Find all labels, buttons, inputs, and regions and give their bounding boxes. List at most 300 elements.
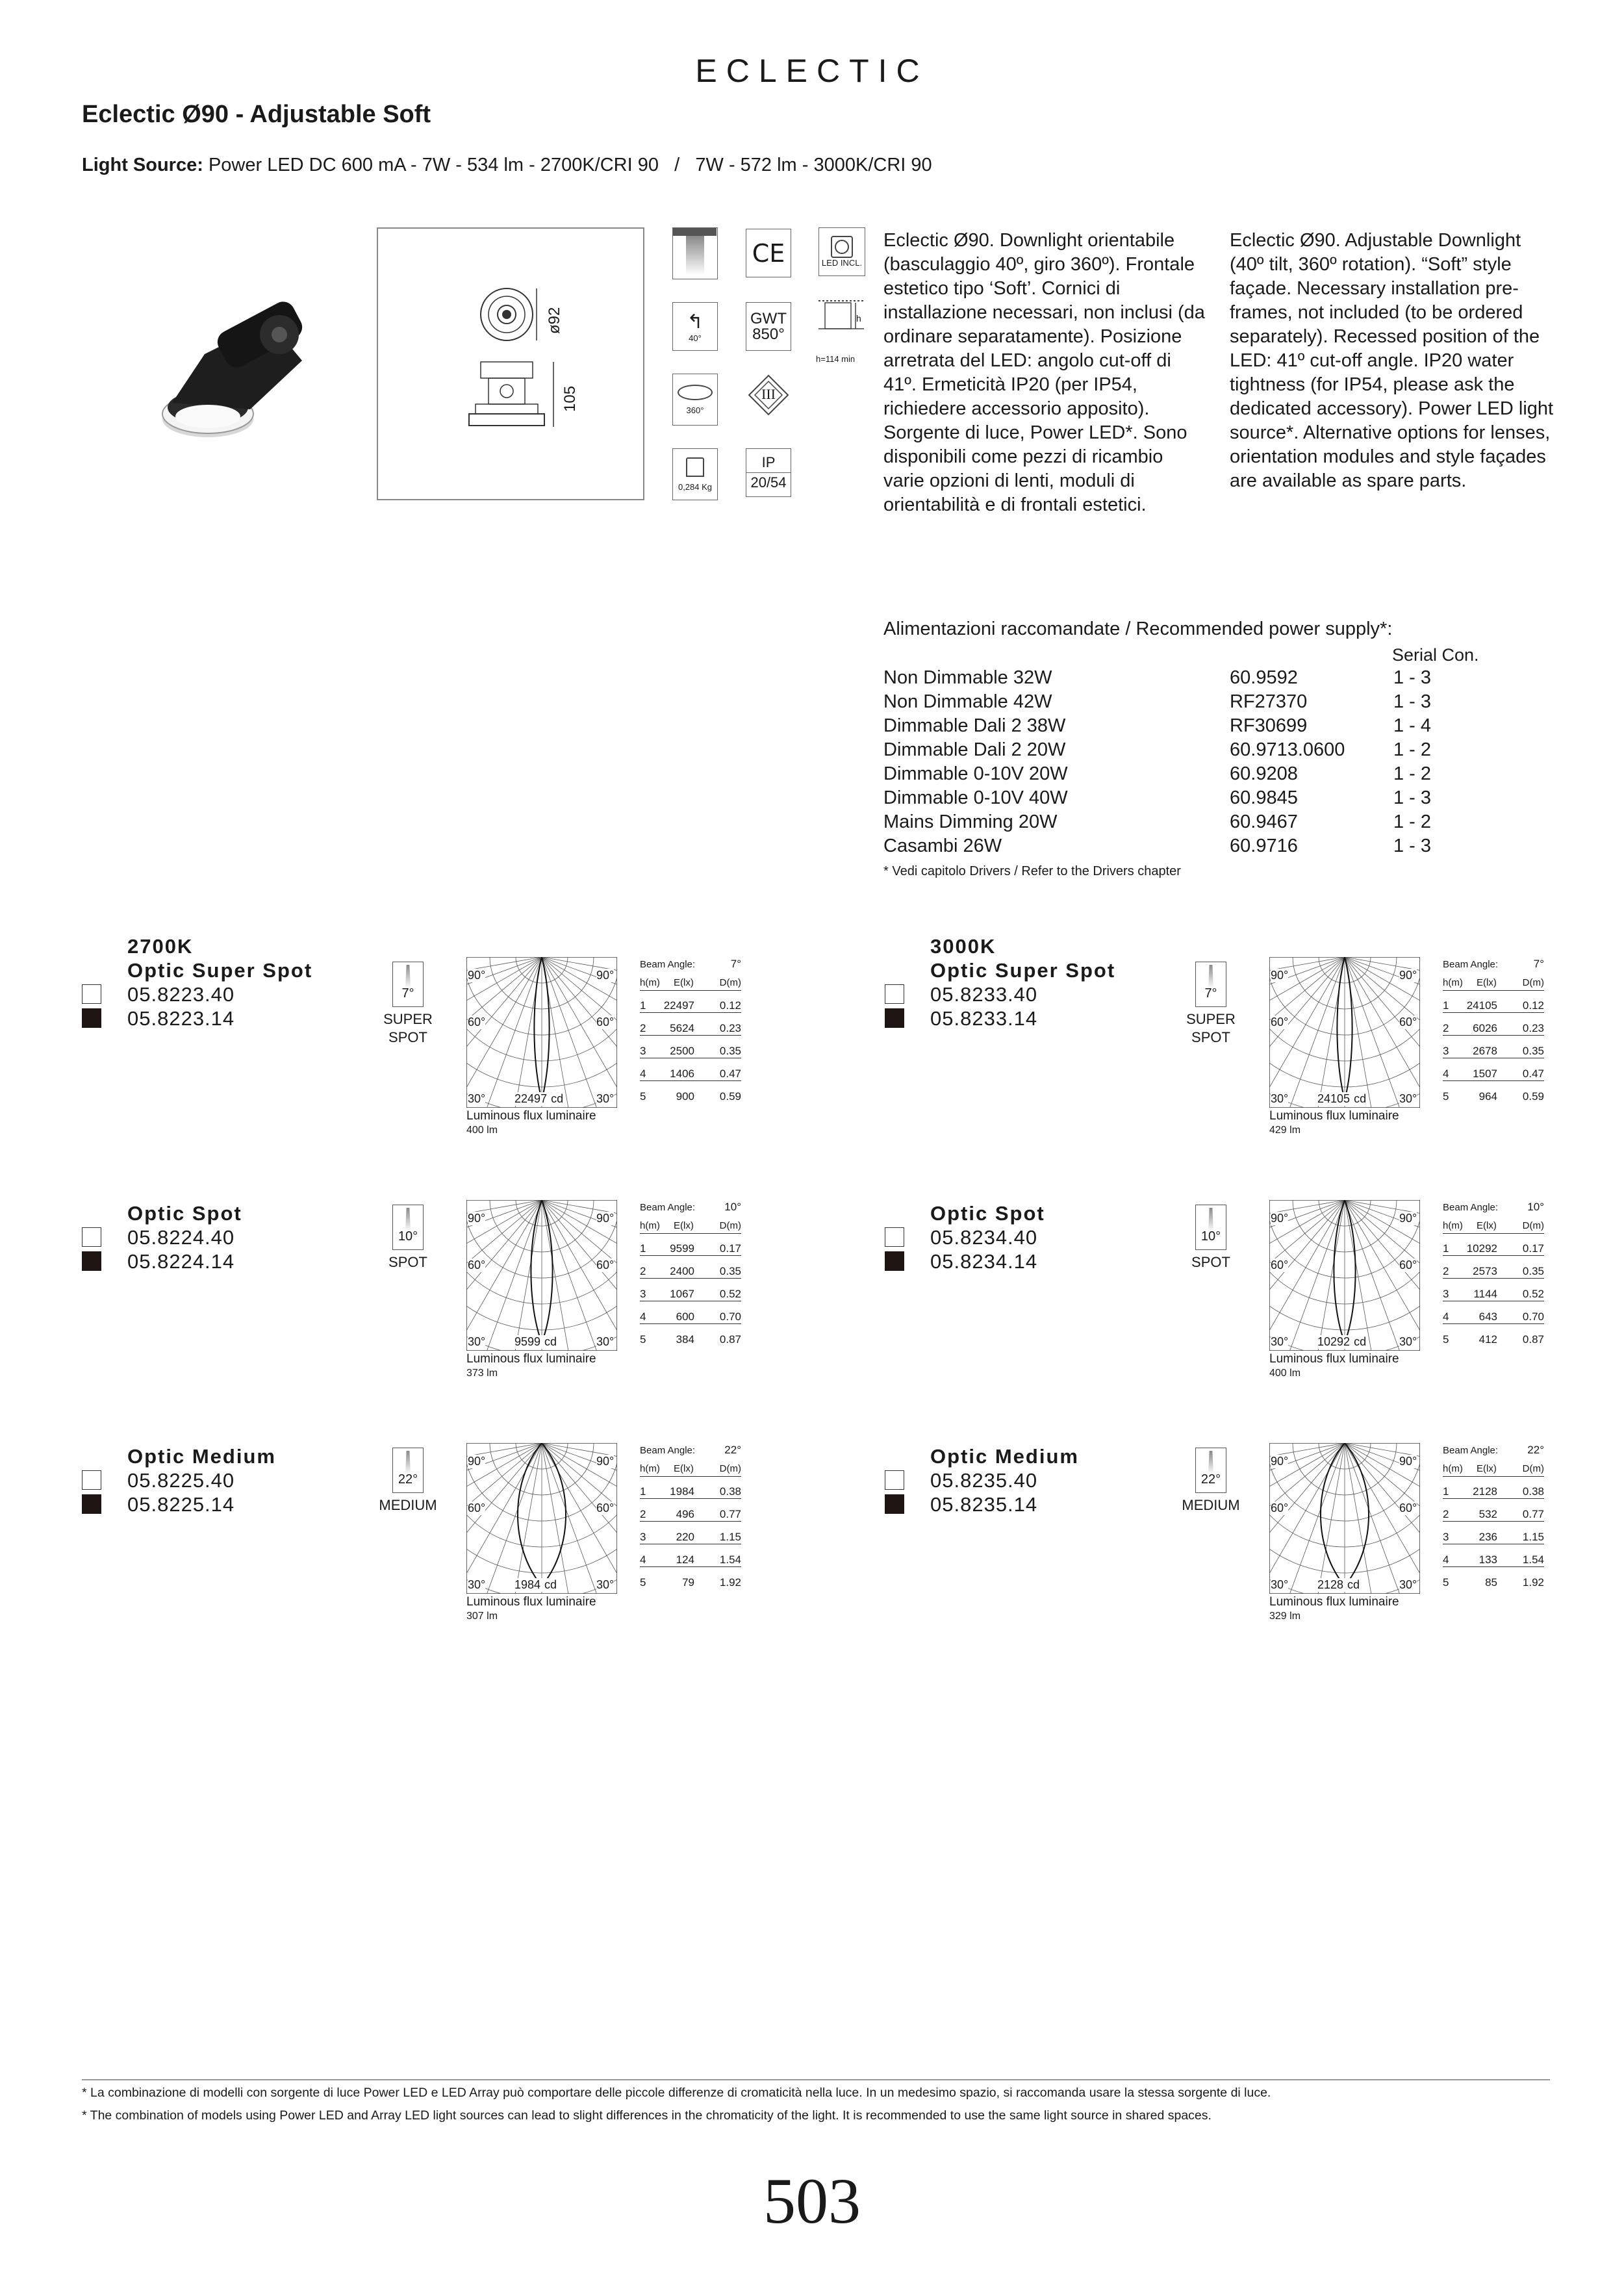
cell-h: 3 — [640, 1288, 646, 1300]
swatch-white — [885, 1227, 904, 1247]
technical-drawing — [377, 227, 644, 500]
peak-intensity-unit: cd — [1347, 1578, 1360, 1591]
cell-e: 643 — [1478, 1310, 1497, 1323]
table-row — [640, 1067, 741, 1081]
cell-e: 900 — [676, 1090, 694, 1103]
cell-d: 0.17 — [1522, 1242, 1544, 1255]
luminous-flux-value: 400 lm — [466, 1125, 498, 1136]
dimension-height: 105 — [561, 385, 579, 412]
optic-name: Optic Medium — [127, 1445, 276, 1468]
table-row — [640, 1242, 741, 1256]
luminous-flux — [1269, 1109, 1399, 1138]
table-row — [1443, 1485, 1544, 1499]
peak-intensity — [514, 1092, 563, 1106]
cell-d: 0.87 — [719, 1333, 741, 1346]
cell-e: 220 — [676, 1531, 694, 1543]
supply-serial: 1 - 3 — [1393, 836, 1432, 856]
swatch-white — [82, 1227, 101, 1247]
beam-type-label: SUPER — [1186, 1011, 1236, 1027]
cell-h: 1 — [640, 1242, 646, 1255]
cell-h: 3 — [1443, 1288, 1449, 1300]
peak-intensity-value: 10292 — [1317, 1335, 1351, 1348]
col-e: E(lx) — [674, 1463, 694, 1474]
beam-angle-table-value: 22° — [724, 1444, 741, 1456]
cell-h: 5 — [640, 1090, 646, 1103]
table-row — [1443, 1333, 1544, 1346]
photometric-table — [640, 1445, 741, 1594]
cell-d: 0.59 — [1522, 1090, 1544, 1103]
cell-d: 1.92 — [719, 1576, 741, 1589]
cell-h: 5 — [1443, 1090, 1449, 1103]
peak-intensity-value: 24105 — [1317, 1092, 1351, 1105]
cell-d: 0.87 — [1522, 1333, 1544, 1346]
cell-d: 0.70 — [1522, 1310, 1544, 1323]
cell-d: 0.23 — [1522, 1022, 1544, 1034]
table-header — [640, 1220, 741, 1234]
optic-name: Optic Super Spot — [930, 959, 1116, 982]
beam-angle-label: Beam Angle: — [640, 959, 696, 970]
table-row — [1443, 1045, 1544, 1058]
supply-serial: 1 - 3 — [1393, 691, 1432, 712]
power-supply-note: * Vedi capitolo Drivers / Refer to the Drivers chapter — [883, 864, 1181, 878]
peak-intensity-value: 1984 — [514, 1578, 541, 1591]
cell-h: 2 — [640, 1265, 646, 1277]
photometric-table — [1443, 1202, 1544, 1351]
cell-e: 2400 — [670, 1265, 694, 1277]
cell-e: 1984 — [670, 1485, 694, 1498]
col-d: D(m) — [719, 1220, 741, 1231]
photometric-table — [640, 959, 741, 1108]
supply-serial: 1 - 3 — [1393, 787, 1432, 808]
rotation-icon: 360° — [672, 374, 718, 426]
cell-h: 5 — [640, 1576, 646, 1589]
cell-e: 124 — [676, 1553, 694, 1566]
cell-d: 0.17 — [719, 1242, 741, 1255]
product-code: 05.8235.14 — [930, 1493, 1038, 1516]
supply-code: 60.9467 — [1230, 811, 1298, 832]
table-row — [1443, 1067, 1544, 1081]
beam-angle-table-value: 10° — [1527, 1201, 1544, 1213]
peak-intensity-value: 2128 — [1317, 1578, 1344, 1591]
cell-e: 24105 — [1466, 999, 1497, 1012]
supply-name: Non Dimmable 32W — [883, 667, 1052, 688]
table-header — [640, 1463, 741, 1477]
product-code: 05.8223.40 — [127, 983, 235, 1006]
col-e: E(lx) — [1477, 1220, 1497, 1231]
beam-type-label: SPOT — [1191, 1029, 1230, 1045]
product-code: 05.8224.14 — [127, 1250, 235, 1273]
polar-label-30-right: 30° — [596, 1335, 615, 1348]
luminous-flux-value: 329 lm — [1269, 1611, 1301, 1622]
cell-e: 1144 — [1473, 1288, 1497, 1300]
table-row — [1443, 1531, 1544, 1544]
polar-label-30-right: 30° — [596, 1578, 615, 1591]
table-row — [1443, 1553, 1544, 1567]
polar-label-60-right: 60° — [1399, 1501, 1417, 1514]
luminous-flux-label: Luminous flux luminaire — [466, 1109, 596, 1123]
polar-label-90-left: 90° — [468, 969, 486, 982]
polar-label-60-right: 60° — [1399, 1258, 1417, 1271]
polar-label-90-right: 90° — [1399, 1212, 1417, 1225]
cell-d: 0.12 — [719, 999, 741, 1012]
table-row — [640, 1310, 741, 1324]
table-row — [640, 1090, 741, 1103]
polar-label-90-right: 90° — [1399, 969, 1417, 982]
table-row — [640, 999, 741, 1013]
color-temperature: 2700K — [127, 935, 194, 958]
light-source — [82, 155, 932, 176]
col-e: E(lx) — [1477, 1463, 1497, 1474]
beam-angle-label: Beam Angle: — [640, 1202, 696, 1213]
product-code: 05.8233.14 — [930, 1007, 1038, 1030]
cell-d: 0.52 — [1522, 1288, 1544, 1300]
table-row — [1443, 999, 1544, 1013]
supply-serial: 1 - 2 — [1393, 763, 1432, 784]
product-code: 05.8223.14 — [127, 1007, 235, 1030]
polar-label-90-right: 90° — [596, 1212, 615, 1225]
cell-h: 4 — [640, 1310, 646, 1323]
product-photo — [146, 257, 335, 445]
cell-d: 0.35 — [719, 1045, 741, 1057]
supply-name: Casambi 26W — [883, 836, 1002, 856]
polar-label-30-left: 30° — [468, 1335, 486, 1348]
supply-name: Dimmable Dali 2 38W — [883, 715, 1066, 736]
swatch-white — [885, 984, 904, 1004]
supply-code: 60.9713.0600 — [1230, 739, 1345, 760]
swatch-white — [885, 1470, 904, 1490]
peak-intensity — [1317, 1578, 1360, 1592]
table-header — [1443, 1220, 1544, 1234]
product-code: 05.8234.40 — [930, 1226, 1038, 1249]
table-row — [640, 1288, 741, 1301]
optic-name: Optic Spot — [127, 1202, 242, 1225]
beam-type-label: SUPER — [383, 1011, 433, 1027]
cell-e: 384 — [676, 1333, 694, 1346]
product-title: Eclectic Ø90 - Adjustable Soft — [82, 101, 431, 128]
product-code: 05.8225.40 — [127, 1469, 235, 1492]
col-d: D(m) — [1522, 1463, 1544, 1474]
polar-label-90-left: 90° — [1271, 1212, 1289, 1225]
polar-label-30-left: 30° — [1271, 1335, 1289, 1348]
supply-code: 60.9592 — [1230, 667, 1298, 688]
supply-code: 60.9208 — [1230, 763, 1298, 784]
peak-intensity-unit: cd — [1354, 1335, 1367, 1348]
supply-name: Dimmable Dali 2 20W — [883, 739, 1066, 760]
supply-name: Dimmable 0-10V 40W — [883, 787, 1068, 808]
polar-label-30-left: 30° — [468, 1092, 486, 1105]
supply-code: 60.9716 — [1230, 836, 1298, 856]
peak-intensity-unit: cd — [551, 1092, 564, 1105]
peak-intensity — [514, 1578, 557, 1592]
polar-label-60-right: 60° — [596, 1501, 615, 1514]
col-d: D(m) — [719, 1463, 741, 1474]
polar-label-90-left: 90° — [468, 1455, 486, 1468]
polar-label-90-left: 90° — [468, 1212, 486, 1225]
footnote-it: * La combinazione di modelli con sorgente di luce Power LED e LED Array può comportare delle piccole differenze di cromaticità nella luce. In un medesimo spazio, si raccomanda usare la stessa sorgente di luce. — [82, 2086, 1271, 2100]
page-number: 503 — [763, 2165, 861, 2237]
cell-h: 2 — [1443, 1265, 1449, 1277]
beam-angle-value: 7° — [1204, 986, 1217, 1001]
cell-e: 10292 — [1466, 1242, 1497, 1255]
peak-intensity-value: 22497 — [514, 1092, 548, 1105]
cell-h: 5 — [1443, 1333, 1449, 1346]
col-d: D(m) — [1522, 977, 1544, 988]
cell-e: 1067 — [670, 1288, 694, 1300]
supply-serial: 1 - 3 — [1393, 667, 1432, 688]
polar-label-90-right: 90° — [596, 1455, 615, 1468]
cell-d: 0.47 — [1522, 1067, 1544, 1080]
polar-label-60-right: 60° — [1399, 1016, 1417, 1028]
polar-label-60-left: 60° — [1271, 1016, 1289, 1028]
cell-e: 532 — [1478, 1508, 1497, 1520]
polar-diagram — [1269, 1443, 1420, 1594]
cell-d: 1.15 — [1522, 1531, 1544, 1543]
polar-diagram — [1269, 1200, 1420, 1351]
cell-d: 0.35 — [1522, 1045, 1544, 1057]
cell-d: 0.35 — [1522, 1265, 1544, 1277]
polar-label-30-right: 30° — [1399, 1578, 1417, 1591]
polar-label-60-right: 60° — [596, 1258, 615, 1271]
col-e: E(lx) — [1477, 977, 1497, 988]
product-code: 05.8225.14 — [127, 1493, 235, 1516]
cell-d: 1.15 — [719, 1531, 741, 1543]
cell-h: 3 — [1443, 1045, 1449, 1057]
table-row — [1443, 1508, 1544, 1522]
table-header — [1443, 977, 1544, 991]
peak-intensity-value: 9599 — [514, 1335, 541, 1348]
cell-e: 2500 — [670, 1045, 694, 1057]
product-code: 05.8235.40 — [930, 1469, 1038, 1492]
polar-label-90-left: 90° — [1271, 1455, 1289, 1468]
cell-d: 0.59 — [719, 1090, 741, 1103]
luminous-flux-value: 429 lm — [1269, 1125, 1301, 1136]
table-row — [640, 1022, 741, 1036]
polar-diagram — [466, 957, 617, 1108]
swatch-white — [82, 984, 101, 1004]
supply-serial: 1 - 2 — [1393, 811, 1432, 832]
supply-name: Mains Dimming 20W — [883, 811, 1058, 832]
swatch-black — [82, 1251, 101, 1271]
cell-d: 0.77 — [719, 1508, 741, 1520]
polar-label-30-left: 30° — [1271, 1578, 1289, 1591]
table-row — [640, 1553, 741, 1567]
luminous-flux-label: Luminous flux luminaire — [466, 1595, 596, 1609]
recess-height-icon — [815, 298, 867, 363]
beam-angle-table-value: 22° — [1527, 1444, 1544, 1456]
cell-d: 1.54 — [719, 1553, 741, 1566]
optic-name: Optic Medium — [930, 1445, 1079, 1468]
cell-e: 6026 — [1473, 1022, 1497, 1034]
optic-name: Optic Super Spot — [127, 959, 313, 982]
optic-name: Optic Spot — [930, 1202, 1045, 1225]
cell-e: 412 — [1478, 1333, 1497, 1346]
col-d: D(m) — [719, 977, 741, 988]
beam-angle-table-value: 10° — [724, 1201, 741, 1213]
beam-angle-label: Beam Angle: — [1443, 959, 1499, 970]
table-row — [640, 1333, 741, 1346]
cell-e: 133 — [1478, 1553, 1497, 1566]
cell-h: 4 — [1443, 1067, 1449, 1080]
supply-name: Non Dimmable 42W — [883, 691, 1052, 712]
col-h: h(m) — [640, 1220, 660, 1231]
ce-mark-icon: CE — [746, 229, 791, 277]
table-row — [1443, 1288, 1544, 1301]
downlight-icon — [672, 227, 718, 279]
peak-intensity — [1317, 1092, 1366, 1106]
polar-label-60-left: 60° — [1271, 1258, 1289, 1271]
led-included-icon: LED INCL. — [818, 227, 865, 276]
peak-intensity-unit: cd — [544, 1578, 557, 1591]
cell-e: 1507 — [1473, 1067, 1497, 1080]
cell-e: 2128 — [1473, 1485, 1497, 1498]
swatch-black — [885, 1494, 904, 1514]
cell-h: 2 — [1443, 1022, 1449, 1034]
cell-h: 5 — [1443, 1576, 1449, 1589]
beam-type-label: SPOT — [388, 1029, 427, 1045]
cell-d: 0.47 — [719, 1067, 741, 1080]
polar-diagram — [466, 1200, 617, 1351]
table-row — [640, 1531, 741, 1544]
footnote-en: * The combination of models using Power LED and Array LED light sources can lead to slight differences in the chromaticity of the light. It is recommended to use the same light source in shared spaces. — [82, 2108, 1212, 2123]
supply-code: RF30699 — [1230, 715, 1308, 736]
cell-d: 0.70 — [719, 1310, 741, 1323]
col-h: h(m) — [1443, 977, 1463, 988]
cell-h: 4 — [640, 1553, 646, 1566]
polar-label-30-right: 30° — [1399, 1092, 1417, 1105]
beam-angle-value: 22° — [1200, 1472, 1221, 1487]
polar-label-30-right: 30° — [596, 1092, 615, 1105]
cell-h: 1 — [640, 1485, 646, 1498]
supply-code: RF27370 — [1230, 691, 1308, 712]
beam-angle-value: 22° — [398, 1472, 418, 1487]
table-row — [640, 1265, 741, 1279]
cell-e: 496 — [676, 1508, 694, 1520]
cell-d: 0.35 — [719, 1265, 741, 1277]
power-supply-title: Alimentazioni raccomandate / Recommended power supply*: — [883, 619, 1393, 639]
polar-label-30-right: 30° — [1399, 1335, 1417, 1348]
cell-e: 600 — [676, 1310, 694, 1323]
beam-angle-value: 7° — [401, 986, 414, 1001]
cell-h: 5 — [640, 1333, 646, 1346]
luminous-flux — [466, 1109, 596, 1138]
polar-label-30-left: 30° — [1271, 1092, 1289, 1105]
cell-h: 2 — [1443, 1508, 1449, 1520]
tilt-icon: ↰ 40° — [672, 302, 718, 351]
swatch-black — [82, 1494, 101, 1514]
luminous-flux-label: Luminous flux luminaire — [1269, 1109, 1399, 1123]
cell-h: 1 — [640, 999, 646, 1012]
beam-angle-value: 10° — [1200, 1229, 1221, 1244]
table-row — [1443, 1310, 1544, 1324]
peak-intensity-unit: cd — [1354, 1092, 1367, 1105]
beam-type-label: SPOT — [1191, 1254, 1230, 1270]
cell-e: 236 — [1478, 1531, 1497, 1543]
cell-d: 1.92 — [1522, 1576, 1544, 1589]
luminous-flux-value: 307 lm — [466, 1611, 498, 1622]
polar-label-60-left: 60° — [468, 1016, 486, 1028]
cell-d: 1.54 — [1522, 1553, 1544, 1566]
table-row — [1443, 1022, 1544, 1036]
product-code: 05.8234.14 — [930, 1250, 1038, 1273]
luminous-flux-label: Luminous flux luminaire — [1269, 1352, 1399, 1366]
cell-h: 2 — [640, 1508, 646, 1520]
dimension-diameter: ø92 — [546, 307, 563, 334]
table-row — [1443, 1242, 1544, 1256]
luminous-flux — [1269, 1352, 1399, 1381]
supply-serial: 1 - 4 — [1393, 715, 1432, 736]
cell-e: 2678 — [1473, 1045, 1497, 1057]
peak-intensity — [1317, 1335, 1366, 1349]
cell-e: 22497 — [663, 999, 694, 1012]
table-row — [1443, 1265, 1544, 1279]
cell-e: 9599 — [670, 1242, 694, 1255]
beam-angle-label: Beam Angle: — [1443, 1445, 1499, 1456]
supply-serial: 1 - 2 — [1393, 739, 1432, 760]
beam-type-label: MEDIUM — [1182, 1497, 1240, 1513]
beam-angle-label: Beam Angle: — [1443, 1202, 1499, 1213]
table-row — [640, 1045, 741, 1058]
product-code: 05.8233.40 — [930, 983, 1038, 1006]
supply-code: 60.9845 — [1230, 787, 1298, 808]
color-temperature: 3000K — [930, 935, 996, 958]
cell-e: 2573 — [1473, 1265, 1497, 1277]
class-iii-label: III — [761, 386, 776, 402]
cell-d: 0.23 — [719, 1022, 741, 1034]
cell-h: 1 — [1443, 999, 1449, 1012]
beam-angle-table-value: 7° — [1533, 958, 1544, 970]
drawing-svg — [378, 229, 643, 499]
swatch-white — [82, 1470, 101, 1490]
cell-d: 0.38 — [719, 1485, 741, 1498]
swatch-black — [82, 1008, 101, 1028]
cell-h: 3 — [1443, 1531, 1449, 1543]
luminous-flux-label: Luminous flux luminaire — [466, 1352, 596, 1366]
photometric-table — [1443, 959, 1544, 1108]
polar-label-60-right: 60° — [596, 1016, 615, 1028]
recess-h-label: h — [856, 313, 861, 324]
col-h: h(m) — [640, 977, 660, 988]
luminous-flux-value: 400 lm — [1269, 1368, 1301, 1379]
photometric-table — [640, 1202, 741, 1351]
cell-h: 2 — [640, 1022, 646, 1034]
table-row — [640, 1508, 741, 1522]
product-code: 05.8224.40 — [127, 1226, 235, 1249]
description-en: Eclectic Ø90. Adjustable Downlight (40º tilt, 360º rotation). “Soft” style façade. Necessary installation pre-frames, not included (to be ordered separately). Recessed position of the LED: 41º cut-off angle. IP20 water tightness (for IP54, please ask the dedicated accessory). Power LED light source*. Alternative options for lenses, orientation modules and style façades are available as spare parts. — [1230, 230, 1554, 491]
table-row — [640, 1576, 741, 1589]
cell-d: 0.77 — [1522, 1508, 1544, 1520]
col-e: E(lx) — [674, 977, 694, 988]
swatch-black — [885, 1008, 904, 1028]
col-h: h(m) — [1443, 1463, 1463, 1474]
col-h: h(m) — [640, 1463, 660, 1474]
glow-wire-icon: GWT 850° — [746, 302, 791, 351]
weight-icon: 0,284 Kg — [672, 448, 718, 500]
col-d: D(m) — [1522, 1220, 1544, 1231]
cell-h: 4 — [640, 1067, 646, 1080]
beam-type-label: SPOT — [388, 1254, 427, 1270]
polar-label-60-left: 60° — [468, 1501, 486, 1514]
luminous-flux-label: Luminous flux luminaire — [1269, 1595, 1399, 1609]
polar-label-60-left: 60° — [468, 1258, 486, 1271]
beam-angle-label: Beam Angle: — [640, 1445, 696, 1456]
cell-e: 85 — [1485, 1576, 1497, 1589]
polar-diagram — [1269, 957, 1420, 1108]
ip-rating-icon: IP 20/54 — [746, 448, 791, 497]
peak-intensity — [514, 1335, 557, 1349]
recess-height-label: h=114 min — [816, 354, 856, 364]
brand-title: ECLECTIC — [695, 53, 929, 89]
polar-label-90-right: 90° — [596, 969, 615, 982]
